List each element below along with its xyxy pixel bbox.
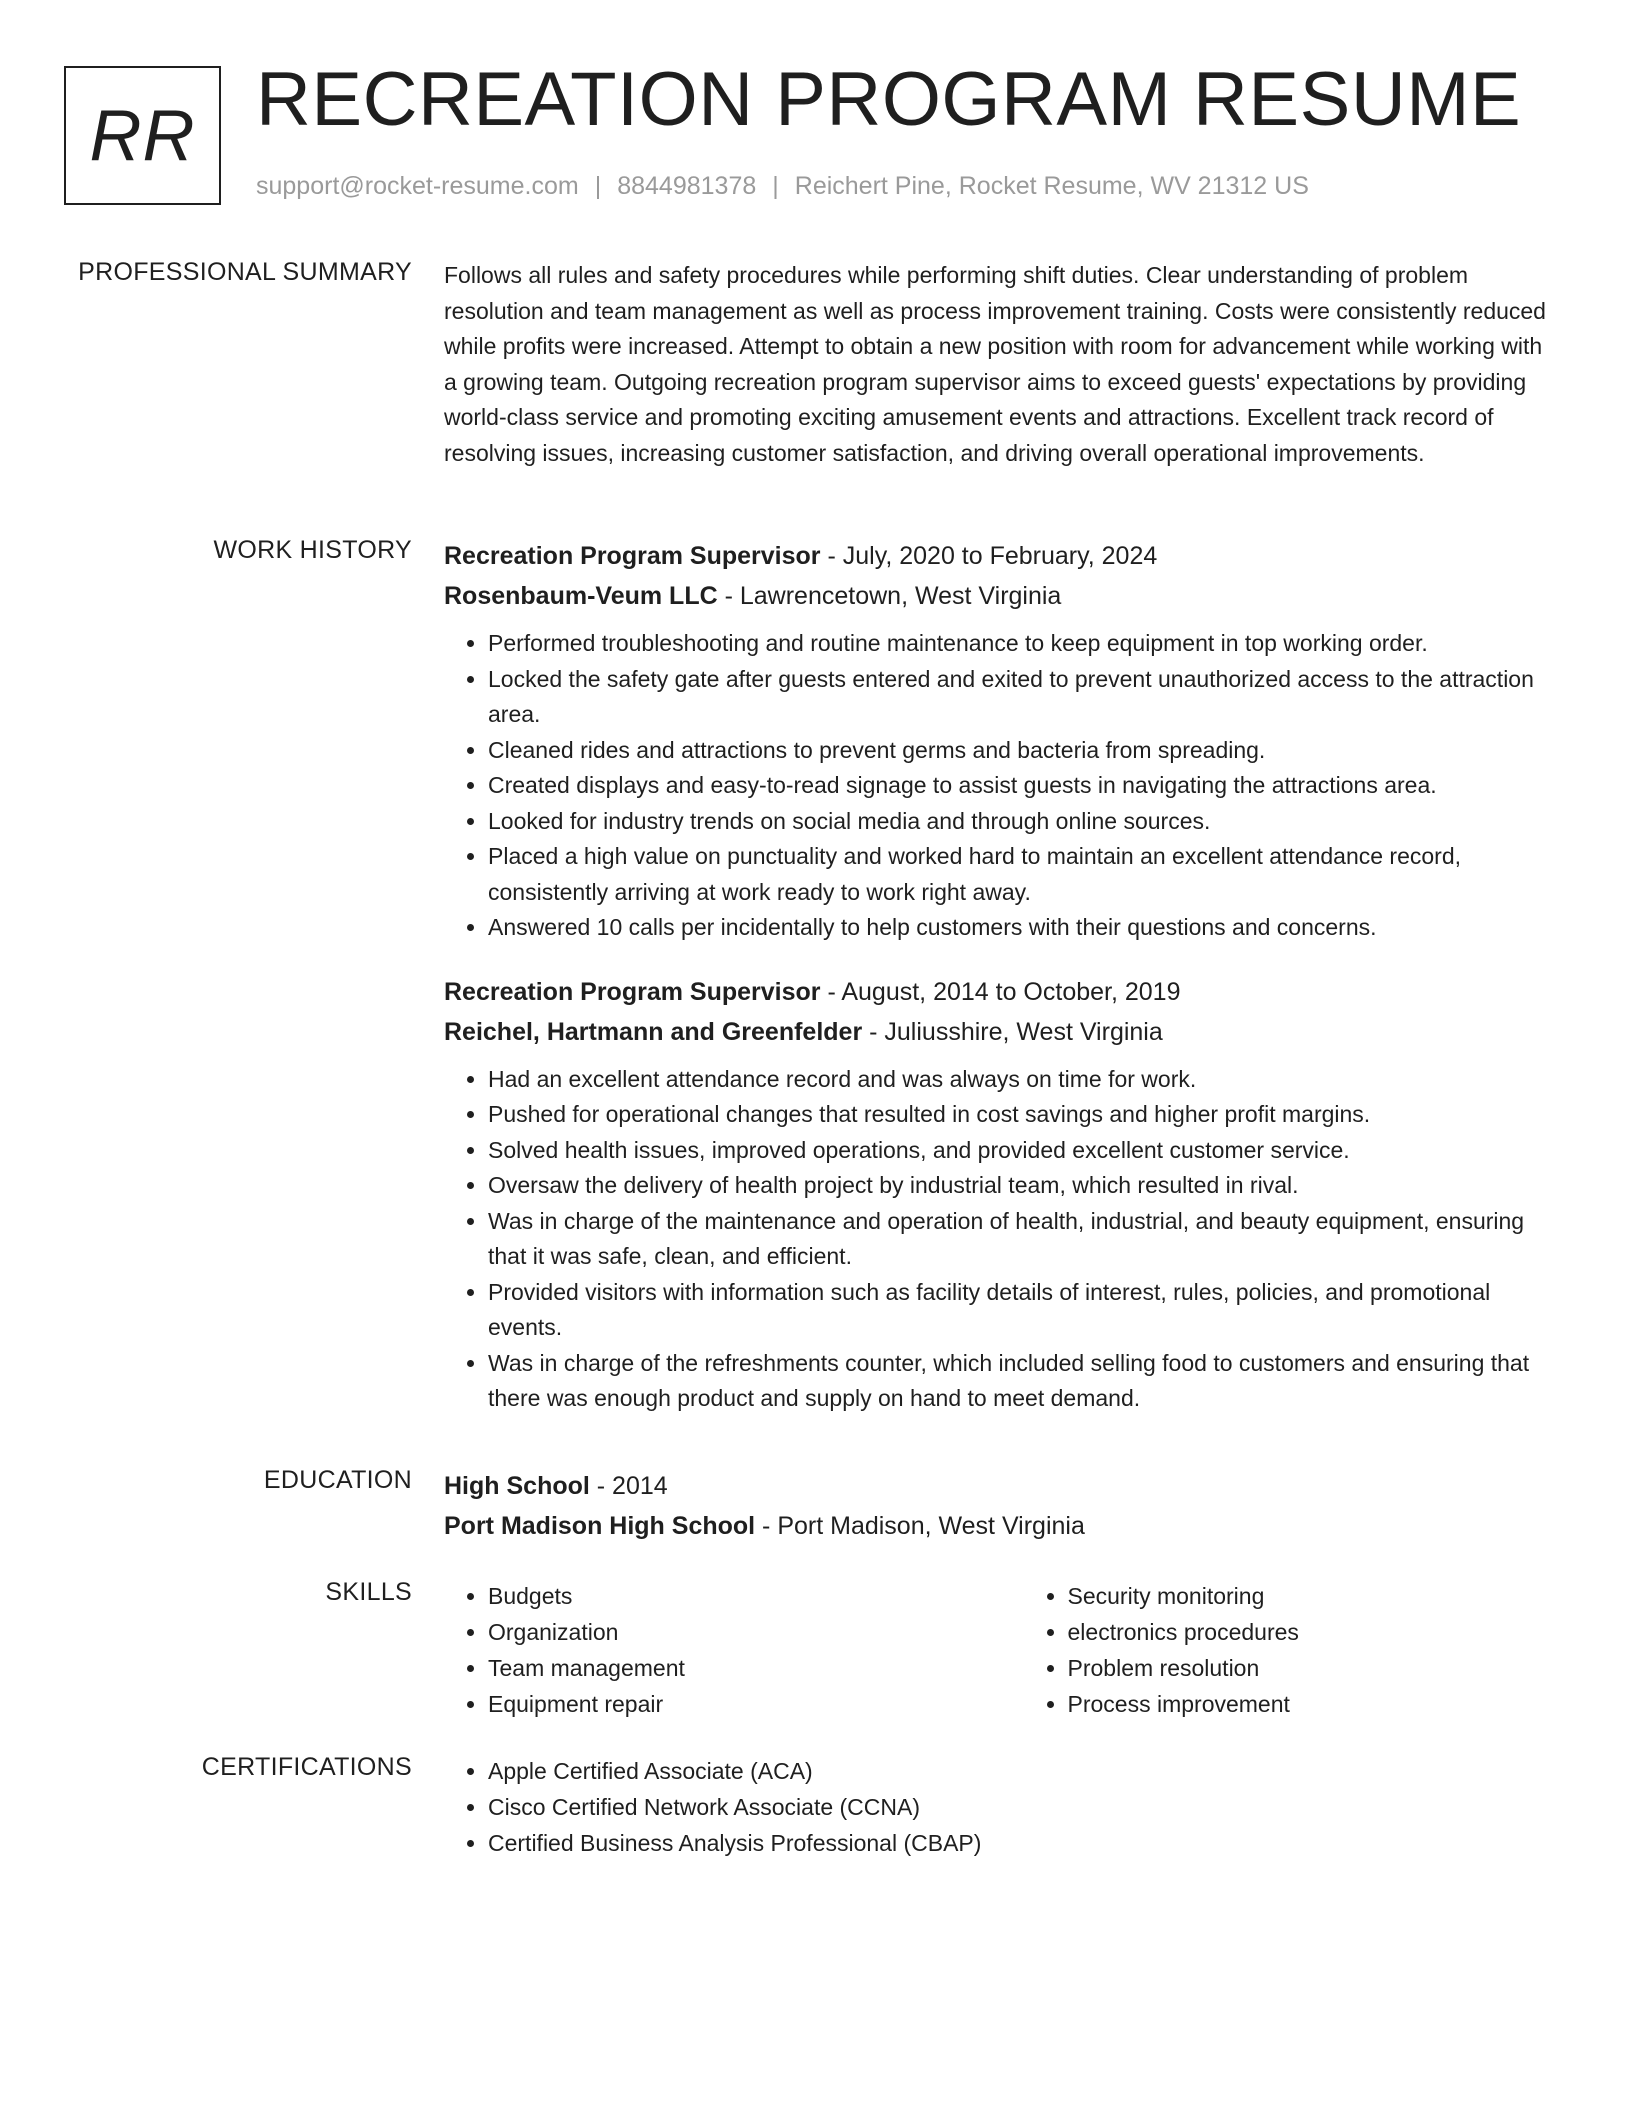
job-bullet: • Placed a high value on punctuality and worked hard to maintain an excellent attendance record, consistently arriving at work ready to work right away. xyxy=(488,839,1558,910)
job-bullet: • Provided visitors with information such as facility details of interest, rules, policies, and promotional events. xyxy=(488,1275,1558,1346)
contact-email: support@rocket-resume.com xyxy=(256,172,579,200)
skills-columns xyxy=(444,1578,1558,1722)
contact-separator: | xyxy=(594,172,602,200)
certification-item: • Certified Business Analysis Professional (CBAP) xyxy=(488,1825,1558,1861)
job-bullet: • Looked for industry trends on social media and through online sources. xyxy=(488,804,1558,840)
contact-line xyxy=(256,172,1309,201)
work-history-body xyxy=(444,536,1558,1417)
certification-item: • Cisco Certified Network Associate (CCNA) xyxy=(488,1789,1558,1825)
summary-body xyxy=(444,258,1558,471)
job-company-line xyxy=(444,1012,1558,1052)
job-company: Rosenbaum-Veum LLC xyxy=(444,582,718,610)
job-company: Reichel, Hartmann and Greenfelder xyxy=(444,1017,863,1046)
skills-heading: SKILLS xyxy=(325,1578,412,1606)
contact-address: Reichert Pine, Rocket Resume, WV 21312 US xyxy=(794,172,1309,200)
job-title: Recreation Program Supervisor xyxy=(444,977,821,1006)
skill-item: • Budgets xyxy=(488,1578,979,1614)
job-bullet: • Answered 10 calls per incidentally to help customers with their questions and concerns. xyxy=(488,910,1558,946)
job-entry xyxy=(444,536,1558,946)
skills-body xyxy=(444,1578,1558,1722)
skill-item: • Team management xyxy=(488,1650,979,1686)
monogram-initials: RR xyxy=(89,95,196,176)
monogram-box xyxy=(64,66,221,205)
education-school-line xyxy=(444,1506,1558,1546)
job-title-line xyxy=(444,536,1558,576)
skill-item: • Equipment repair xyxy=(488,1686,979,1722)
skill-item: • Security monitoring xyxy=(1068,1578,1559,1614)
skills-column-right xyxy=(1024,1578,1559,1722)
education-degree: High School xyxy=(444,1472,590,1500)
job-bullet: • Was in charge of the maintenance and operation of health, industrial, and beauty equipment, ensuring that it was safe, clean, and efficient. xyxy=(488,1204,1558,1275)
skill-item: • Process improvement xyxy=(1068,1686,1559,1722)
skill-item: • Problem resolution xyxy=(1068,1650,1559,1686)
summary-text: Follows all rules and safety procedures while performing shift duties. Clear understanding of problem resolution and team management as well as process improvement training. Costs were consistently reduced while profits were increased. Attempt to obtain a new position with room for advancement while working with a growing team. Outgoing recreation program supervisor aims to exceed guests' expectations by providing world-class service and promoting exciting amusement events and attractions. Excellent track record of resolving issues, increasing customer satisfaction, and driving overall operational improvements. xyxy=(444,262,1546,466)
job-location: - Lawrencetown, West Virginia xyxy=(717,582,1062,610)
job-bullet: • Created displays and easy-to-read signage to assist guests in navigating the attractions area. xyxy=(488,768,1558,804)
job-title: Recreation Program Supervisor xyxy=(444,542,821,570)
resume-title: RECREATION PROGRAM RESUME xyxy=(256,57,1522,142)
job-bullet: • Had an excellent attendance record and was always on time for work. xyxy=(488,1062,1558,1098)
job-bullets xyxy=(444,626,1558,946)
education-year: - 2014 xyxy=(589,1472,668,1500)
education-school: Port Madison High School xyxy=(444,1512,756,1540)
job-dates: - July, 2020 to February, 2024 xyxy=(820,542,1158,570)
job-location: - Juliusshire, West Virginia xyxy=(862,1017,1163,1046)
job-bullet: • Performed troubleshooting and routine maintenance to keep equipment in top working order. xyxy=(488,626,1558,662)
certifications-body xyxy=(444,1753,1558,1861)
certification-item: • Apple Certified Associate (ACA) xyxy=(488,1753,1558,1789)
education-degree-line xyxy=(444,1466,1558,1506)
job-bullet: • Oversaw the delivery of health project by industrial team, which resulted in rival. xyxy=(488,1168,1558,1204)
skill-item: • Organization xyxy=(488,1614,979,1650)
contact-separator: | xyxy=(772,172,779,200)
job-bullets xyxy=(444,1062,1558,1417)
job-bullet: • Locked the safety gate after guests entered and exited to prevent unauthorized access to the attraction area. xyxy=(488,662,1558,733)
education-location: - Port Madison, West Virginia xyxy=(755,1512,1085,1540)
job-dates: - August, 2014 to October, 2019 xyxy=(820,977,1181,1006)
skills-column-left xyxy=(444,1578,979,1722)
education-heading: EDUCATION xyxy=(263,1466,412,1494)
work-history-heading: WORK HISTORY xyxy=(213,536,412,564)
certifications-list xyxy=(444,1753,1558,1861)
certifications-heading: CERTIFICATIONS xyxy=(201,1753,412,1781)
job-entry xyxy=(444,972,1558,1417)
job-bullet: • Was in charge of the refreshments counter, which included selling food to customers and ensuring that there was enough product and supply on hand to meet demand. xyxy=(488,1346,1558,1417)
job-bullet: • Pushed for operational changes that resulted in cost savings and higher profit margins. xyxy=(488,1097,1558,1133)
contact-phone: 8844981378 xyxy=(617,172,757,200)
skill-item: • electronics procedures xyxy=(1068,1614,1559,1650)
job-company-line xyxy=(444,576,1558,616)
job-title-line xyxy=(444,972,1558,1012)
education-body xyxy=(444,1466,1558,1546)
summary-heading: PROFESSIONAL SUMMARY xyxy=(78,258,412,286)
job-bullet: • Solved health issues, improved operations, and provided excellent customer service. xyxy=(488,1133,1558,1169)
job-bullet: • Cleaned rides and attractions to prevent germs and bacteria from spreading. xyxy=(488,733,1558,769)
